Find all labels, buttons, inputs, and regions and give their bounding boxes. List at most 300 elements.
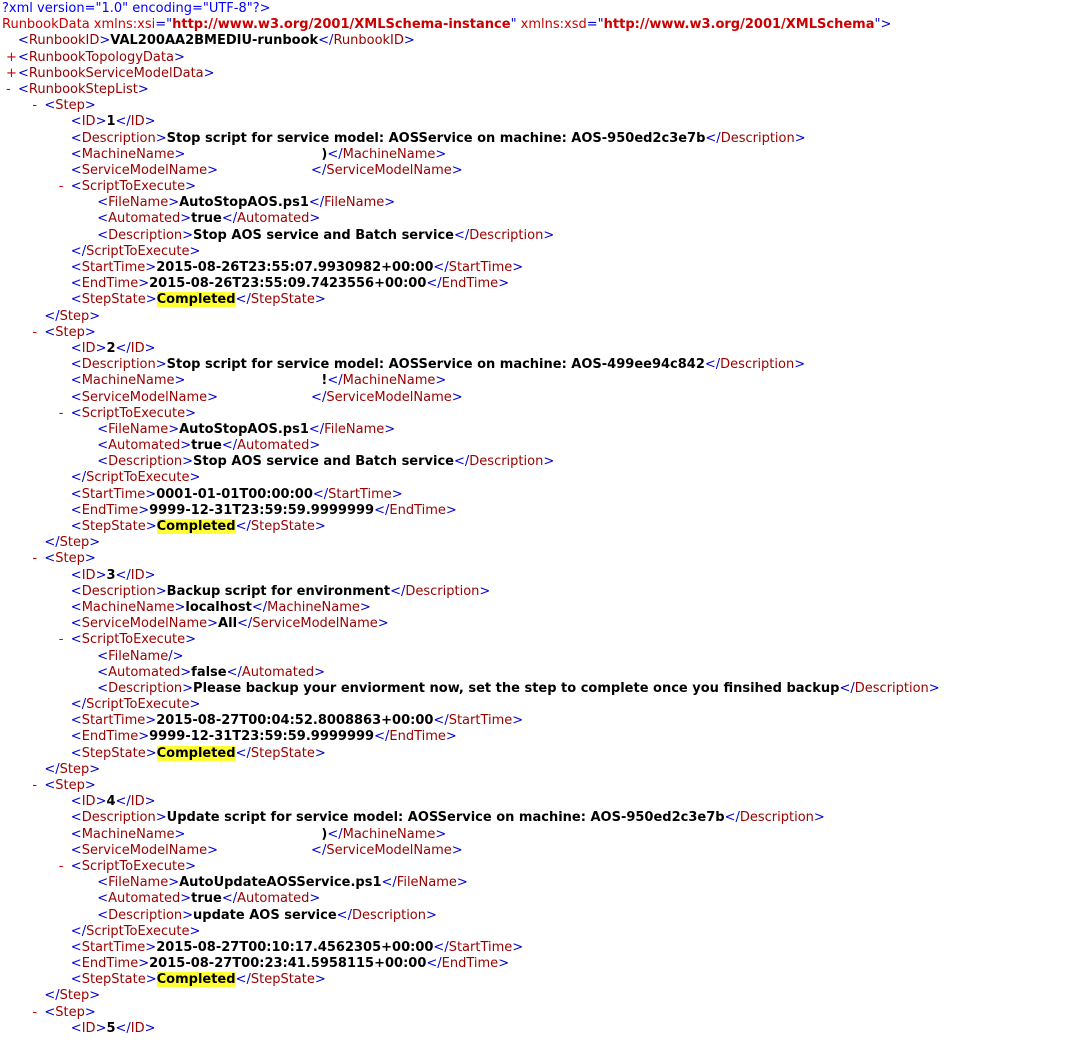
- tag-name: EndTime: [441, 276, 499, 292]
- tag-bracket: >: [89, 988, 101, 1004]
- tag-bracket: >: [95, 567, 107, 583]
- tag-bracket: <: [97, 680, 109, 696]
- tag-name: StepState: [250, 745, 315, 761]
- tag-bracket: >: [384, 195, 396, 211]
- tag-name: EndTime: [81, 276, 139, 292]
- attribute-name: xmlns:xsi: [89, 17, 156, 33]
- element-value-description: Backup script for environment: [166, 583, 391, 599]
- tag-bracket: >: [155, 583, 167, 599]
- tag-bracket: />: [168, 648, 184, 664]
- tag-bracket: <: [70, 567, 82, 583]
- tag-name: ScriptToExecute: [81, 405, 186, 421]
- tag-name: Automated: [108, 211, 181, 227]
- xml-element-servicemodelname: [0, 843, 1091, 859]
- tag-name: Description: [108, 454, 183, 470]
- tag-bracket: </: [221, 891, 238, 907]
- tag-bracket: </: [390, 583, 406, 599]
- tag-bracket: >: [180, 664, 192, 680]
- xml-element-starttime: [0, 940, 1091, 956]
- expand-collapse-toggle[interactable]: +: [6, 49, 17, 65]
- tag-bracket: </: [336, 907, 352, 923]
- element-value-description: Stop AOS service and Batch service: [193, 454, 454, 470]
- tag-bracket: >: [145, 292, 157, 308]
- tag-bracket: >: [435, 373, 447, 389]
- tag-bracket: >: [309, 438, 321, 454]
- xml-open-step: [0, 325, 1091, 341]
- tag-bracket: >: [451, 162, 463, 178]
- xml-element-description: [0, 454, 1091, 470]
- expand-collapse-toggle[interactable]: -: [58, 632, 64, 648]
- tag-name: Description: [405, 583, 480, 599]
- element-value-id: 1: [106, 114, 116, 130]
- tag-name: Description: [108, 680, 183, 696]
- tag-bracket: >: [359, 599, 371, 615]
- tag-name: MachineName: [267, 599, 360, 615]
- element-value-endtime: 9999-12-31T23:59:59.9999999: [149, 502, 375, 518]
- xml-close-scripttoexecute: [0, 697, 1091, 713]
- tag-bracket: </: [44, 535, 60, 551]
- tag-bracket: </: [426, 276, 442, 292]
- tag-bracket: <: [97, 421, 109, 437]
- tag-bracket: </: [235, 745, 251, 761]
- element-value-id: 2: [106, 340, 116, 356]
- tag-name: Description: [81, 583, 156, 599]
- tag-bracket: >: [445, 729, 457, 745]
- tag-bracket: >: [95, 794, 107, 810]
- xml-open-scripttoexecute: [0, 179, 1091, 195]
- tag-name: ID: [81, 567, 96, 583]
- tag-bracket: </: [705, 130, 721, 146]
- tag-name: FileName: [396, 875, 457, 891]
- tag-name: MachineName: [81, 373, 175, 389]
- tag-bracket: <: [44, 324, 56, 340]
- tag-bracket: </: [312, 486, 329, 502]
- tag-bracket: <: [70, 389, 82, 405]
- xml-element-starttime: [0, 487, 1091, 503]
- tag-bracket: <: [70, 1020, 82, 1036]
- xml-element-id: [0, 114, 1091, 130]
- tag-name: FileName: [108, 421, 169, 437]
- tag-bracket: >: [145, 939, 157, 955]
- tag-bracket: >: [189, 923, 201, 939]
- tag-bracket: </: [115, 340, 131, 356]
- tag-bracket: </: [235, 292, 251, 308]
- tag-name: StepState: [81, 972, 146, 988]
- element-value-filename: AutoUpdateAOSService.ps1: [179, 875, 382, 891]
- xml-open-step: [0, 551, 1091, 567]
- tag-bracket: >: [384, 421, 396, 437]
- tag-name: Description: [739, 810, 814, 826]
- tag-name: StepState: [81, 519, 146, 534]
- xml-element-machinename: [0, 147, 1091, 163]
- tag-name: ScriptToExecute: [86, 470, 190, 486]
- tag-bracket: >: [543, 454, 555, 470]
- tag-name: StartTime: [81, 260, 146, 275]
- tag-name: Step: [55, 551, 85, 567]
- tag-name: FileName: [108, 195, 169, 211]
- tag-bracket: >: [155, 357, 167, 373]
- element-value-automated: false: [191, 664, 227, 680]
- root-tag-name: RunbookData: [2, 17, 90, 33]
- element-value-id: 3: [106, 567, 116, 583]
- tag-bracket: >: [144, 340, 156, 356]
- tag-name: MachineName: [81, 146, 175, 162]
- tag-bracket: >: [435, 826, 447, 842]
- tag-bracket: >: [155, 130, 167, 146]
- tag-name: ServiceModelName: [326, 162, 452, 178]
- element-value-trail: ): [321, 146, 328, 162]
- tag-bracket: >: [182, 907, 194, 923]
- xml-declaration: [0, 1, 1091, 17]
- xml-open-step: [0, 98, 1091, 114]
- tag-bracket: >: [512, 260, 524, 275]
- xml-element-id: [0, 1021, 1091, 1037]
- tag-name: Description: [469, 454, 544, 470]
- xml-open-scripttoexecute: [0, 632, 1091, 648]
- element-value-description: Stop script for service model: AOSService on machine: AOS-499ee94c842: [166, 357, 705, 373]
- tag-bracket: >: [89, 535, 101, 551]
- tag-name: Automated: [241, 664, 315, 680]
- xml-element-machinename: [0, 827, 1091, 843]
- tag-name: StartTime: [81, 486, 146, 502]
- xml-element-id: [0, 568, 1091, 584]
- expand-collapse-toggle[interactable]: -: [32, 551, 38, 567]
- tag-bracket: >: [180, 891, 192, 907]
- expand-collapse-toggle[interactable]: -: [6, 81, 11, 97]
- tag-name: StepState: [250, 292, 315, 308]
- tag-name: RunbookID: [333, 33, 404, 49]
- tag-bracket: >: [84, 324, 96, 340]
- tag-bracket: >: [99, 33, 111, 49]
- tag-bracket: >: [451, 842, 463, 858]
- element-value-endtime: 2015-08-27T00:23:41.5958115+00:00: [149, 956, 427, 972]
- tag-bracket: <: [70, 260, 82, 275]
- tag-bracket: >: [314, 292, 326, 308]
- expand-collapse-toggle[interactable]: -: [58, 858, 64, 874]
- xml-element-stepstate: [0, 292, 1091, 308]
- element-value-runbookid: VAL200AA2BMEDIU-runbook: [110, 33, 319, 49]
- tag-bracket: >: [794, 357, 806, 373]
- tag-bracket: <: [44, 551, 56, 567]
- xml-close-step: [0, 762, 1091, 778]
- tag-bracket: >: [314, 745, 326, 761]
- xml-close-step: [0, 535, 1091, 551]
- element-value-machinename: [185, 147, 321, 162]
- tag-name: EndTime: [81, 956, 139, 972]
- tag-name: EndTime: [389, 729, 446, 745]
- tag-bracket: <: [97, 875, 109, 891]
- tag-bracket: >: [182, 227, 194, 243]
- tag-bracket: >: [84, 551, 96, 567]
- tag-bracket: </: [724, 810, 740, 826]
- element-value-starttime: 2015-08-27T00:10:17.4562305+00:00: [156, 939, 434, 955]
- xml-close-scripttoexecute: [0, 924, 1091, 940]
- xml-element-automated: [0, 438, 1091, 454]
- tag-name: ServiceModelName: [326, 842, 452, 858]
- tag-bracket: >: [185, 405, 196, 421]
- tag-name: ID: [81, 340, 96, 356]
- tag-bracket: >: [512, 939, 524, 955]
- tag-bracket: </: [381, 875, 397, 891]
- xml-close-scripttoexecute: [0, 244, 1091, 260]
- tag-name: ID: [81, 794, 96, 810]
- tag-bracket: </: [433, 939, 449, 955]
- tag-name: EndTime: [441, 956, 499, 972]
- tag-bracket: </: [235, 519, 251, 534]
- tag-name: Step: [59, 988, 90, 1004]
- tag-bracket: <: [44, 98, 56, 114]
- tag-bracket: <: [44, 778, 56, 793]
- xml-element-machinename: [0, 373, 1091, 389]
- tag-bracket: >: [145, 745, 157, 761]
- tag-name: ScriptToExecute: [81, 179, 186, 195]
- tag-name: MachineName: [342, 373, 436, 389]
- tag-bracket: >: [180, 211, 192, 227]
- tag-bracket: >: [426, 907, 437, 923]
- tag-bracket: >: [145, 713, 157, 729]
- tag-bracket: </: [454, 227, 470, 243]
- tag-bracket: <: [97, 211, 109, 227]
- tag-bracket: >: [145, 972, 157, 988]
- tag-bracket: <: [70, 146, 82, 162]
- tag-name: Step: [55, 778, 85, 793]
- tag-bracket: </: [251, 599, 268, 615]
- tag-name: RunbookStepList: [28, 81, 138, 97]
- tag-name: ID: [130, 794, 145, 810]
- tag-name: Description: [81, 130, 156, 146]
- tag-name: Step: [55, 98, 85, 114]
- expand-collapse-toggle[interactable]: -: [58, 179, 64, 195]
- element-value-id: 4: [106, 794, 116, 810]
- tag-bracket: >: [309, 891, 321, 907]
- tag-bracket: >: [403, 33, 415, 49]
- xml-element-servicemodelname: [0, 616, 1091, 632]
- xml-open-runbooksteplist: [0, 82, 1091, 98]
- tag-name: Description: [720, 357, 795, 373]
- attribute-punct: ": [510, 17, 517, 33]
- tag-bracket: >: [185, 858, 196, 874]
- tag-name: Step: [55, 1004, 85, 1020]
- tag-bracket: </: [115, 567, 131, 583]
- tag-bracket: >: [145, 260, 157, 275]
- tag-name: StepState: [250, 972, 315, 988]
- tag-bracket: >: [95, 114, 107, 130]
- tag-name: ScriptToExecute: [81, 858, 186, 874]
- tag-bracket: >: [189, 470, 201, 486]
- tag-name: StartTime: [81, 713, 146, 729]
- element-value-automated: true: [191, 211, 222, 227]
- tag-bracket: >: [84, 778, 96, 793]
- tag-bracket: <: [97, 195, 109, 211]
- xml-element-description: [0, 131, 1091, 147]
- expand-collapse-toggle[interactable]: -: [32, 778, 38, 793]
- tag-bracket: </: [433, 260, 449, 275]
- tag-name: RunbookTopologyData: [28, 49, 174, 65]
- element-value-description: Stop AOS service and Batch service: [193, 227, 454, 243]
- xml-element-automated: [0, 211, 1091, 227]
- tag-bracket: <: [70, 632, 82, 648]
- tag-bracket: >: [145, 519, 157, 534]
- tag-bracket: </: [115, 794, 131, 810]
- tag-bracket: >: [145, 486, 157, 502]
- tag-bracket: <: [70, 502, 82, 518]
- attribute-value: http://www.w3.org/2001/XMLSchema: [603, 17, 875, 33]
- expand-collapse-toggle[interactable]: -: [32, 324, 38, 340]
- tag-bracket: >: [89, 761, 101, 777]
- tag-name: MachineName: [81, 826, 175, 842]
- tag-bracket: >: [173, 49, 185, 65]
- element-value-stepstate: Completed: [156, 292, 236, 308]
- tag-bracket: <: [70, 114, 82, 130]
- tag-name: EndTime: [81, 729, 139, 745]
- tag-bracket: >: [203, 65, 215, 81]
- tag-bracket: >: [144, 794, 156, 810]
- tag-name: EndTime: [81, 502, 139, 518]
- tag-name: Description: [108, 227, 183, 243]
- element-value-filename: AutoStopAOS.ps1: [179, 195, 309, 211]
- tag-name: MachineName: [342, 826, 436, 842]
- tag-name: ID: [81, 1020, 96, 1036]
- tag-bracket: </: [70, 470, 87, 486]
- tag-bracket: <: [97, 454, 109, 470]
- tag-name: StepState: [81, 745, 146, 761]
- tag-bracket: >: [309, 211, 321, 227]
- xml-element-description: [0, 228, 1091, 244]
- tag-bracket: >: [813, 810, 825, 826]
- tag-bracket: </: [44, 761, 60, 777]
- attribute-punct: =": [586, 17, 604, 33]
- tag-bracket: <: [70, 616, 82, 632]
- tag-bracket: </: [311, 162, 327, 178]
- tag-bracket: >: [207, 842, 219, 858]
- tag-bracket: <: [97, 227, 109, 243]
- tag-bracket: </: [327, 826, 343, 842]
- tag-bracket: </: [318, 33, 334, 49]
- expand-collapse-toggle[interactable]: -: [32, 98, 38, 114]
- tag-name: ServiceModelName: [81, 616, 208, 632]
- xml-open-scripttoexecute: [0, 859, 1091, 875]
- tag-bracket: </: [44, 988, 60, 1004]
- tag-name: RunbookID: [28, 33, 100, 49]
- tag-name: Automated: [108, 891, 181, 907]
- tag-bracket: >: [180, 438, 192, 454]
- element-value-servicemodelname: [218, 843, 311, 858]
- tag-bracket: >: [144, 114, 156, 130]
- expand-collapse-toggle[interactable]: +: [6, 65, 17, 81]
- tag-bracket: <: [70, 939, 82, 955]
- element-value-endtime: 2015-08-26T23:55:09.7423556+00:00: [149, 276, 427, 292]
- tag-bracket: >: [174, 599, 186, 615]
- tag-name: MachineName: [81, 599, 175, 615]
- tag-bracket: >: [174, 146, 186, 162]
- xml-element-endtime: [0, 729, 1091, 745]
- xml-element-runbookid: [0, 33, 1091, 49]
- xml-element-endtime: [0, 276, 1091, 292]
- element-value-id: 5: [106, 1020, 116, 1036]
- tag-bracket: </: [226, 664, 242, 680]
- tag-bracket: <: [70, 794, 82, 810]
- xml-close-scripttoexecute: [0, 470, 1091, 486]
- tag-name: ScriptToExecute: [81, 632, 186, 648]
- tag-name: Step: [59, 308, 90, 324]
- tag-bracket: >: [168, 421, 180, 437]
- tag-bracket: <: [70, 729, 82, 745]
- xml-element-stepstate: [0, 972, 1091, 988]
- tag-name: Automated: [108, 664, 181, 680]
- tag-bracket: >: [138, 729, 150, 745]
- tag-bracket: >: [137, 81, 149, 97]
- tag-bracket: </: [311, 389, 327, 405]
- tag-bracket: >: [314, 519, 326, 534]
- xml-element-description: [0, 810, 1091, 826]
- tag-bracket: >: [207, 389, 219, 405]
- element-value-machinename: [185, 827, 321, 842]
- tag-bracket: <: [70, 340, 82, 356]
- tag-bracket: >: [543, 227, 555, 243]
- attribute-punct: ": [874, 17, 881, 33]
- tag-name: RunbookServiceModelData: [28, 65, 204, 81]
- tag-bracket: <: [97, 891, 109, 907]
- tag-bracket: <: [18, 49, 29, 65]
- tag-bracket: >: [174, 373, 186, 389]
- xml-element-machinename: [0, 600, 1091, 616]
- tag-bracket: <: [70, 276, 82, 292]
- tag-name: Step: [59, 761, 90, 777]
- tag-name: ID: [130, 340, 145, 356]
- tag-name: ID: [130, 567, 145, 583]
- tag-bracket: </: [115, 1020, 131, 1036]
- tag-bracket: >: [377, 616, 389, 632]
- tag-bracket: </: [70, 697, 87, 713]
- tag-bracket: <: [70, 956, 82, 972]
- tag-bracket: </: [311, 842, 327, 858]
- expand-collapse-toggle[interactable]: -: [32, 1004, 38, 1020]
- xml-element-endtime: [0, 956, 1091, 972]
- tag-name: StartTime: [448, 939, 513, 955]
- tag-bracket: <: [70, 405, 82, 421]
- tag-name: StartTime: [448, 260, 513, 275]
- tag-bracket: >: [391, 486, 403, 502]
- xml-root-open: [0, 17, 1091, 33]
- tag-bracket: >: [174, 826, 186, 842]
- tag-name: Description: [854, 680, 929, 696]
- xml-element-endtime: [0, 503, 1091, 519]
- element-value-automated: true: [191, 891, 222, 907]
- tag-bracket: >: [928, 680, 940, 696]
- expand-collapse-toggle[interactable]: -: [58, 405, 64, 421]
- element-value-endtime: 9999-12-31T23:59:59.9999999: [149, 729, 375, 745]
- tag-name: Automated: [237, 891, 310, 907]
- tag-bracket: </: [374, 729, 390, 745]
- element-value-filename: AutoStopAOS.ps1: [179, 421, 309, 437]
- tag-bracket: <: [18, 81, 29, 97]
- tag-bracket: >: [138, 502, 150, 518]
- tag-bracket: </: [327, 146, 343, 162]
- xml-close-step: [0, 309, 1091, 325]
- tag-bracket: </: [115, 114, 131, 130]
- xml-element-filename: [0, 422, 1091, 438]
- tag-name: ServiceModelName: [81, 389, 208, 405]
- tag-name: ServiceModelName: [81, 842, 208, 858]
- element-value-machinename: [185, 373, 321, 388]
- tag-name: ID: [81, 114, 96, 130]
- tag-bracket: <: [70, 292, 82, 308]
- xml-element-filename: [0, 195, 1091, 211]
- tag-name: Description: [351, 907, 426, 923]
- tag-bracket: </: [221, 438, 238, 454]
- tag-name: MachineName: [342, 146, 436, 162]
- tag-name: ServiceModelName: [81, 162, 208, 178]
